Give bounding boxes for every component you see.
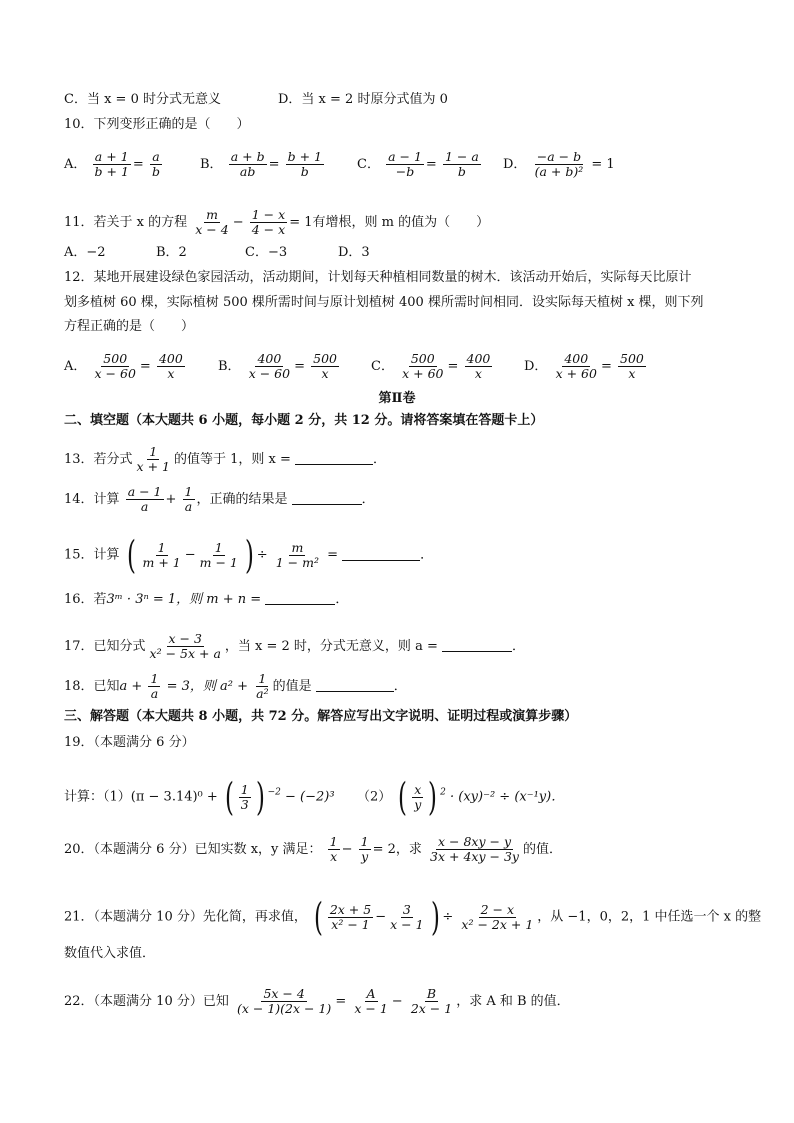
q12-line-1: 12．某地开展建设绿色家园活动，活动期间，计划每天种植相同数量的树木．该活动开始后，实际每天比原计 (64, 270, 692, 285)
q10-option-c: C． $\frac{a - 1}{-b}$ = $\frac{1 - a}{b}$ (357, 149, 479, 179)
fraction: $\frac{b + 1}{b}$ (287, 149, 322, 179)
answer-blank[interactable] (295, 452, 373, 465)
q13: 13．若分式 $\frac{1}{x + 1}$ 的值等于 1，则 x = ． (64, 444, 387, 474)
section-3-heading: 三、解答题（本大题共 8 小题，共 72 分。解答应写出文字说明、证明过程或演算步骤） (64, 709, 578, 724)
q20: 20．（本题满分 6 分）已知实数 x，y 满足： $\frac{1}{x}$ − $\frac{1}{y}$ = 2，求 $\frac{x - 8xy - y}{3x + 4xy - 3y}$ 的值． (64, 834, 562, 864)
q11-option-b: B．2 (156, 245, 187, 260)
q9-option-d: D．当 x = 2 时原分式值为 0 (278, 92, 448, 107)
q12-line-2: 划多植树 60 棵，实际植树 500 棵所需时间与原计划植树 400 棵所需时间相同．设实际每天植树 x 棵，则下列 (64, 295, 704, 310)
fraction: $\frac{m}{x - 4}$ (195, 207, 229, 237)
q11-option-d: D．3 (338, 245, 370, 260)
fraction: $\frac{1}{x}$ (329, 834, 338, 864)
fraction: $\frac{3}{x - 1}$ (390, 901, 424, 932)
q18: 18．已知a + $\frac{1}{a}$ = 3，则 a² + $\frac{1}{\text{a²}}$ 的值是 ． (64, 671, 407, 701)
fraction: $\frac{1}{a}$ (150, 671, 159, 701)
fraction: $\frac{1}{y}$ (360, 834, 369, 864)
fraction: $\frac{2 - x}{\text{x² − 2x + 1}}$ (461, 901, 534, 932)
fraction: $\frac{a}{b}$ (151, 149, 160, 179)
answer-blank[interactable] (342, 548, 420, 561)
q19-part-2: （2） ( $\frac{x}{y}$ ) $^2$ · (xy)⁻² ÷ (x⁻¹y)． (357, 775, 565, 819)
fraction: $\frac{400}{x}$ (158, 351, 183, 381)
q21: 21．（本题满分 10 分）先化简，再求值， ( $\frac{2x + 5}{\text{x² − 1}}$ − $\frac{3}{x - 1}$ ) ÷ $\frac{2 - x}{\text{x² − 2x + 1}}$ ，从 −1，0，2，1 中任选一个 x 的整 (64, 895, 762, 939)
q12-option-d: D． $\frac{400}{x + 60}$ = $\frac{500}{x}$ (524, 351, 644, 381)
q22: 22．（本题满分 10 分）已知 $\frac{5x - 4}{(x - 1)(2x - 1)}$ = $\frac{A}{x - 1}$ − $\frac{B}{2x - 1}$ ，求 A 和 B 的值． (64, 986, 570, 1016)
q10-option-a: A． $\frac{a + 1}{b + 1}$ = $\frac{a}{b}$ (64, 149, 160, 179)
fraction: $\frac{x}{y}$ (414, 781, 422, 812)
fraction: $\frac{1 - a}{b}$ (444, 149, 479, 179)
q19-part-1: 计算：（1）(π − 3.14)⁰ + ( $\frac{1}{3}$ ) $^{-2}$ − (−2)³ (64, 775, 335, 819)
fraction: $\frac{500}{x}$ (620, 351, 644, 381)
part-2-title: 第Ⅱ卷 (378, 391, 416, 406)
fraction: $\frac{x - 3}{\text{x² − 5x + a}}$ (149, 631, 221, 661)
fraction: $\frac{1}{x + 1}$ (136, 444, 170, 474)
q12-option-a: A． $\frac{500}{x - 60}$ = $\frac{400}{x}$ (64, 351, 183, 381)
q11-option-a: A．−2 (64, 245, 106, 260)
answer-blank[interactable] (292, 492, 362, 505)
fraction: $\frac{A}{x - 1}$ (354, 986, 388, 1016)
fraction: $\frac{1}{m + 1}$ (142, 539, 181, 570)
fraction: $\frac{1}{3}$ (240, 781, 249, 812)
fraction: $\frac{a - 1}{a}$ (127, 484, 162, 514)
fraction: $\frac{B}{2x - 1}$ (410, 986, 453, 1016)
q17: 17．已知分式 $\frac{x - 3}{\text{x² − 5x + a}}$ ，当 x = 2 时，分式无意义，则 a = ． (64, 631, 525, 661)
fraction: $\frac{400}{x}$ (466, 351, 491, 381)
q19-head: 19．（本题满分 6 分） (64, 735, 195, 750)
fraction: $\frac{1 - x}{4 - x}$ (251, 207, 286, 237)
answer-blank[interactable] (316, 679, 394, 692)
q12-option-b: B． $\frac{400}{x - 60}$ = $\frac{500}{x}$ (218, 351, 337, 381)
fraction: $\frac{400}{x - 60}$ (248, 351, 291, 381)
q14: 14．计算 $\frac{a - 1}{a}$ + $\frac{1}{a}$ ，正确的结果是 ． (64, 484, 375, 514)
fraction: $\frac{a + 1}{b + 1}$ (94, 149, 129, 179)
fraction: $\frac{400}{x + 60}$ (555, 351, 597, 381)
fraction: $\frac{1}{m - 1}$ (199, 539, 238, 570)
fraction: $\frac{500}{x - 60}$ (94, 351, 136, 381)
q11-option-c: C．−3 (245, 245, 288, 260)
fraction: $\frac{1}{\text{a²}}$ (256, 671, 269, 701)
fraction: $\frac{a + b}{ab}$ (230, 149, 265, 179)
fraction: $\frac{5x - 4}{(x - 1)(2x - 1)}$ (237, 986, 332, 1016)
fraction: $\frac{1}{a}$ (184, 484, 193, 514)
fraction: $\frac{x - 8xy - y}{3x + 4xy - 3y}$ (430, 834, 519, 864)
q10-option-b: B． $\frac{a + b}{ab}$ = $\frac{b + 1}{b}$ (200, 149, 322, 179)
q16: 16．若3ᵐ · 3ⁿ = 1，则 m + n = ． (64, 592, 349, 607)
q12-line-3: 方程正确的是（ ） (64, 319, 195, 334)
q21-line-2: 数值代入求值． (64, 946, 156, 961)
q10-stem: 10．下列变形正确的是（ ） (64, 117, 250, 132)
section-2-heading: 二、填空题（本大题共 6 小题，每小题 2 分，共 12 分。请将答案填在答题卡上） (64, 413, 544, 428)
q9-option-c: C．当 x = 0 时分式无意义 (64, 92, 221, 107)
fraction: $\frac{500}{x}$ (313, 351, 337, 381)
q11-stem: 11．若关于 x 的方程 $\frac{m}{x - 4}$ − $\frac{1 - x}{4 - x}$ = 1有增根，则 m 的值为（ ） (64, 207, 490, 237)
q12-option-c: C． $\frac{500}{x + 60}$ = $\frac{400}{x}$ (371, 351, 491, 381)
fraction: $\frac{500}{x + 60}$ (402, 351, 444, 381)
fraction: $\frac{2x + 5}{\text{x² − 1}}$ (329, 901, 372, 932)
fraction: $\frac{a - 1}{-b}$ (388, 149, 422, 179)
answer-blank[interactable] (442, 639, 512, 652)
fraction: $\frac{-a - b}{\text{(a + b)²}}$ (534, 149, 584, 179)
fraction: $\frac{m}{\text{1 − m²}}$ (275, 539, 319, 570)
q15: 15．计算 ( $\frac{1}{m + 1}$ − $\frac{1}{m - 1}$ ) ÷ $\frac{m}{\text{1 − m²}}$ = ． (64, 533, 434, 577)
q10-option-d: D． $\frac{-a - b}{\text{(a + b)²}}$ = 1 (503, 149, 615, 179)
answer-blank[interactable] (265, 592, 335, 605)
